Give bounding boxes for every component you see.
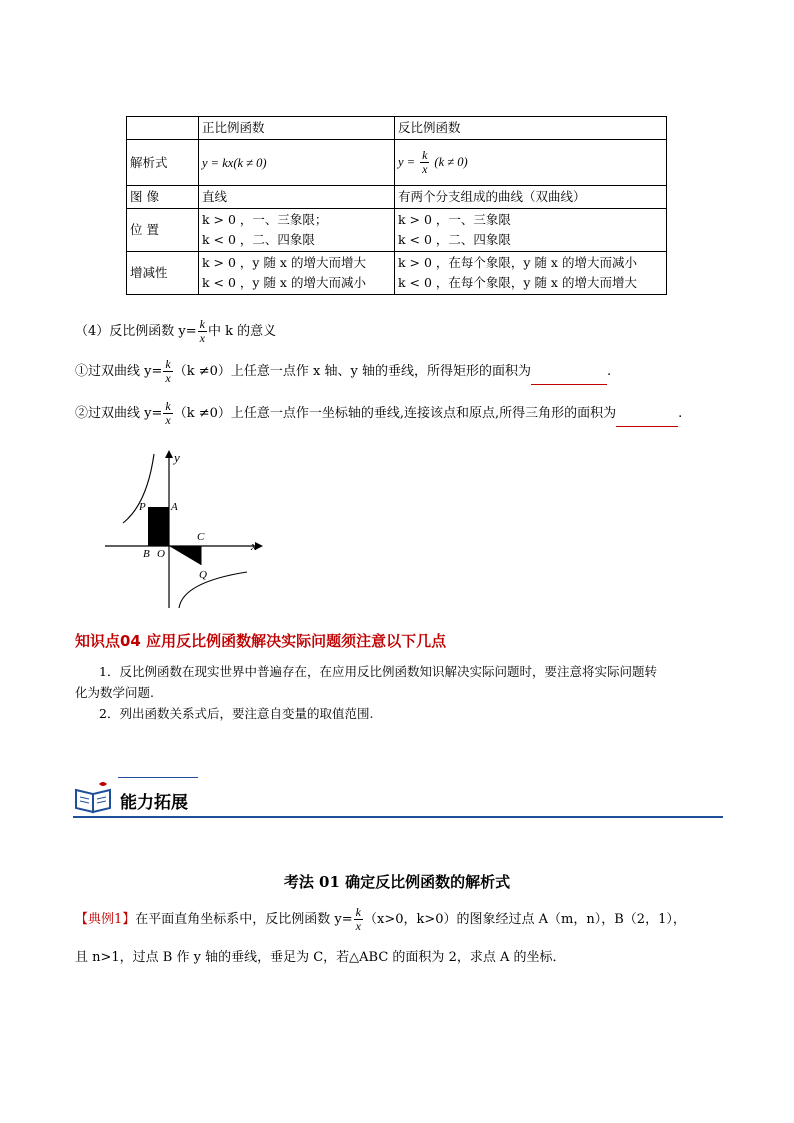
point-label-O: O [157,548,165,560]
axis-label-x: x [251,538,257,553]
inverse-graph: 有两个分支组成的曲线（双曲线） [395,186,667,209]
inverse-monotonic: k > 0 ，在每个象限，y 随 x 的增大而减小 k < 0 ，在每个象限，y 随 x 的增大而增大 [395,252,667,295]
section-top-rule [118,777,198,778]
inverse-position: k > 0 ，一、三象限 k < 0 ，二、四象限 [395,209,667,252]
example-tag: 【典例1】 [75,912,136,927]
table-row [127,186,667,209]
table-row [127,140,667,186]
meaning-title: （4）反比例函数 y= $\frac{k}{x}$ 中 k 的意义 [75,317,277,345]
knowledge-point-heading: 知识点04 应用反比例函数解决实际问题须注意以下几点 [75,632,447,650]
row-label: 解析式 [127,140,199,186]
point-label-Q: Q [199,569,207,581]
answer-blank[interactable] [616,412,678,427]
direct-position: k > 0 ，一、三象限； k < 0 ，二、四象限 [199,209,395,252]
answer-blank[interactable] [531,370,607,385]
axis-label-y: y [174,450,180,465]
example-line-2: 且 n>1，过点 B 作 y 轴的垂线，垂足为 C，若△ABC 的面积为 2，求点 A 的坐标． [75,950,566,965]
point-label-C: C [197,531,205,543]
table-row [127,252,667,295]
knowledge-para-1a: 1．反比例函数在现实世界中普遍存在，在应用反比例函数知识解决实际问题时，要注意将实际问题转 [99,664,657,679]
row-label: 增减性 [127,252,199,295]
row-label: 图 像 [127,186,199,209]
comparison-table [126,116,667,295]
meaning-item-1: ①过双曲线 y= $\frac{k}{x}$ （k ≠0）上任意一点作 x 轴、y 轴的垂线，所得矩形的面积为 . [75,357,612,385]
example-line-1: 【典例1】在平面直角坐标系中，反比例函数 y= $\frac{k}{x}$ （x>0，k>0）的图象经过点 A（m，n），B（2，1）， [75,905,686,933]
inverse-formula: y = $\frac{k}{x}$ (k ≠ 0) [395,140,667,186]
book-icon [73,780,115,816]
fraction: $\frac{k}{x}$ [422,148,428,176]
method-title: 考法 01 确定反比例函数的解析式 [283,873,511,891]
knowledge-para-2: 2．列出函数关系式后，要注意自变量的取值范围. [99,706,374,721]
knowledge-para-1b: 化为数学问题. [75,685,154,700]
table-header-inverse: 反比例函数 [395,117,667,140]
table-row [127,209,667,252]
table-header-direct: 正比例函数 [199,117,395,140]
row-label: 位 置 [127,209,199,252]
hyperbola-figure [95,448,280,613]
section-title: 能力拓展 [120,793,188,813]
direct-monotonic: k > 0 ，y 随 x 的增大而增大 k < 0 ，y 随 x 的增大而减小 [199,252,395,295]
point-label-B: B [143,548,150,560]
direct-formula: y = kx(k ≠ 0) [199,140,395,186]
table-header-row [127,117,667,140]
point-label-P: P [139,501,146,513]
section-divider [73,816,723,818]
meaning-item-2: ②过双曲线 y= $\frac{k}{x}$ （k ≠0）上任意一点作一坐标轴的垂线,连接该点和原点,所得三角形的面积为 . [75,399,683,427]
table-cell [127,117,199,140]
point-label-A: A [171,501,178,513]
direct-graph: 直线 [199,186,395,209]
